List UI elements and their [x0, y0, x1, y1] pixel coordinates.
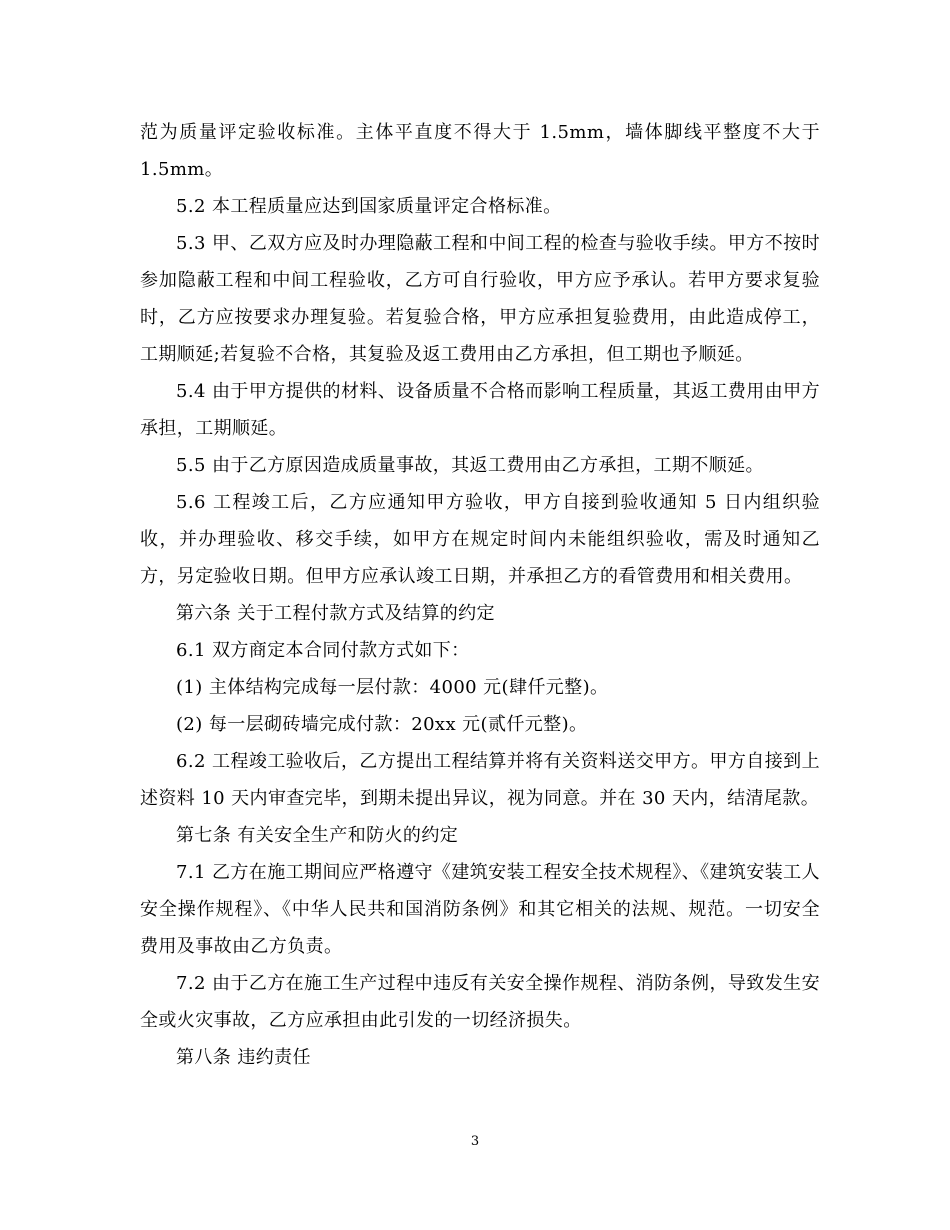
section-heading-article-6: 第六条 关于工程付款方式及结算的约定 [176, 603, 495, 624]
paragraph-5-6: 5.6 工程竣工后，乙方应通知甲方验收，甲方自接到验收通知 5 日内组织验收，并办理验收、移交手续，如甲方在规定时间内未能组织验收，需及时通知乙方，另定验收日期。但甲方应承认竣工日期，并承担乙方的看管费用和相关费用。 [140, 492, 820, 587]
paragraph-6-1: 6.1 双方商定本合同付款方式如下： [176, 640, 470, 661]
list-item-payment-1: (1) 主体结构完成每一层付款：4000 元(肆仟元整)。 [176, 677, 609, 698]
paragraph-5-2: 5.2 本工程质量应达到国家质量评定合格标准。 [176, 196, 562, 217]
page-number: 3 [470, 1134, 480, 1149]
paragraph-7-1: 7.1 乙方在施工期间应严格遵守《建筑安装工程安全技术规程》、《建筑安装工人安全操作规程》、《中华人民共和国消防条例》和其它相关的法规、规范。一切安全费用及事故由乙方负责。 [140, 862, 820, 957]
paragraph-5-3: 5.3 甲、乙双方应及时办理隐蔽工程和中间工程的检查与验收手续。甲方不按时参加隐蔽工程和中间工程验收，乙方可自行验收，甲方应予承认。若甲方要求复验时，乙方应按要求办理复验。若复验合格，甲方应承担复验费用，由此造成停工，工期顺延;若复验不合格，其复验及返工费用由乙方承担，但工期也予顺延。 [140, 233, 820, 365]
document-body [140, 114, 820, 1076]
paragraph-5-5: 5.5 由于乙方原因造成质量事故，其返工费用由乙方承担，工期不顺延。 [176, 455, 764, 476]
paragraph-quality-standard-continued: 范为质量评定验收标准。主体平直度不得大于 1.5mm，墙体脚线平整度不大于 1.5mm。 [140, 122, 820, 180]
list-item-payment-2: (2) 每一层砌砖墙完成付款：20xx 元(贰仟元整)。 [176, 714, 588, 735]
paragraph-7-2: 7.2 由于乙方在施工生产过程中违反有关安全操作规程、消防条例，导致发生安全或火灾事故，乙方应承担由此引发的一切经济损失。 [140, 973, 820, 1031]
section-heading-article-8: 第八条 违约责任 [176, 1047, 311, 1068]
paragraph-6-2: 6.2 工程竣工验收后，乙方提出工程结算并将有关资料送交甲方。甲方自接到上述资料 10 天内审查完毕，到期未提出异议，视为同意。并在 30 天内，结清尾款。 [140, 751, 820, 809]
paragraph-5-4: 5.4 由于甲方提供的材料、设备质量不合格而影响工程质量，其返工费用由甲方承担，工期顺延。 [140, 381, 820, 439]
section-heading-article-7: 第七条 有关安全生产和防火的约定 [176, 825, 459, 846]
